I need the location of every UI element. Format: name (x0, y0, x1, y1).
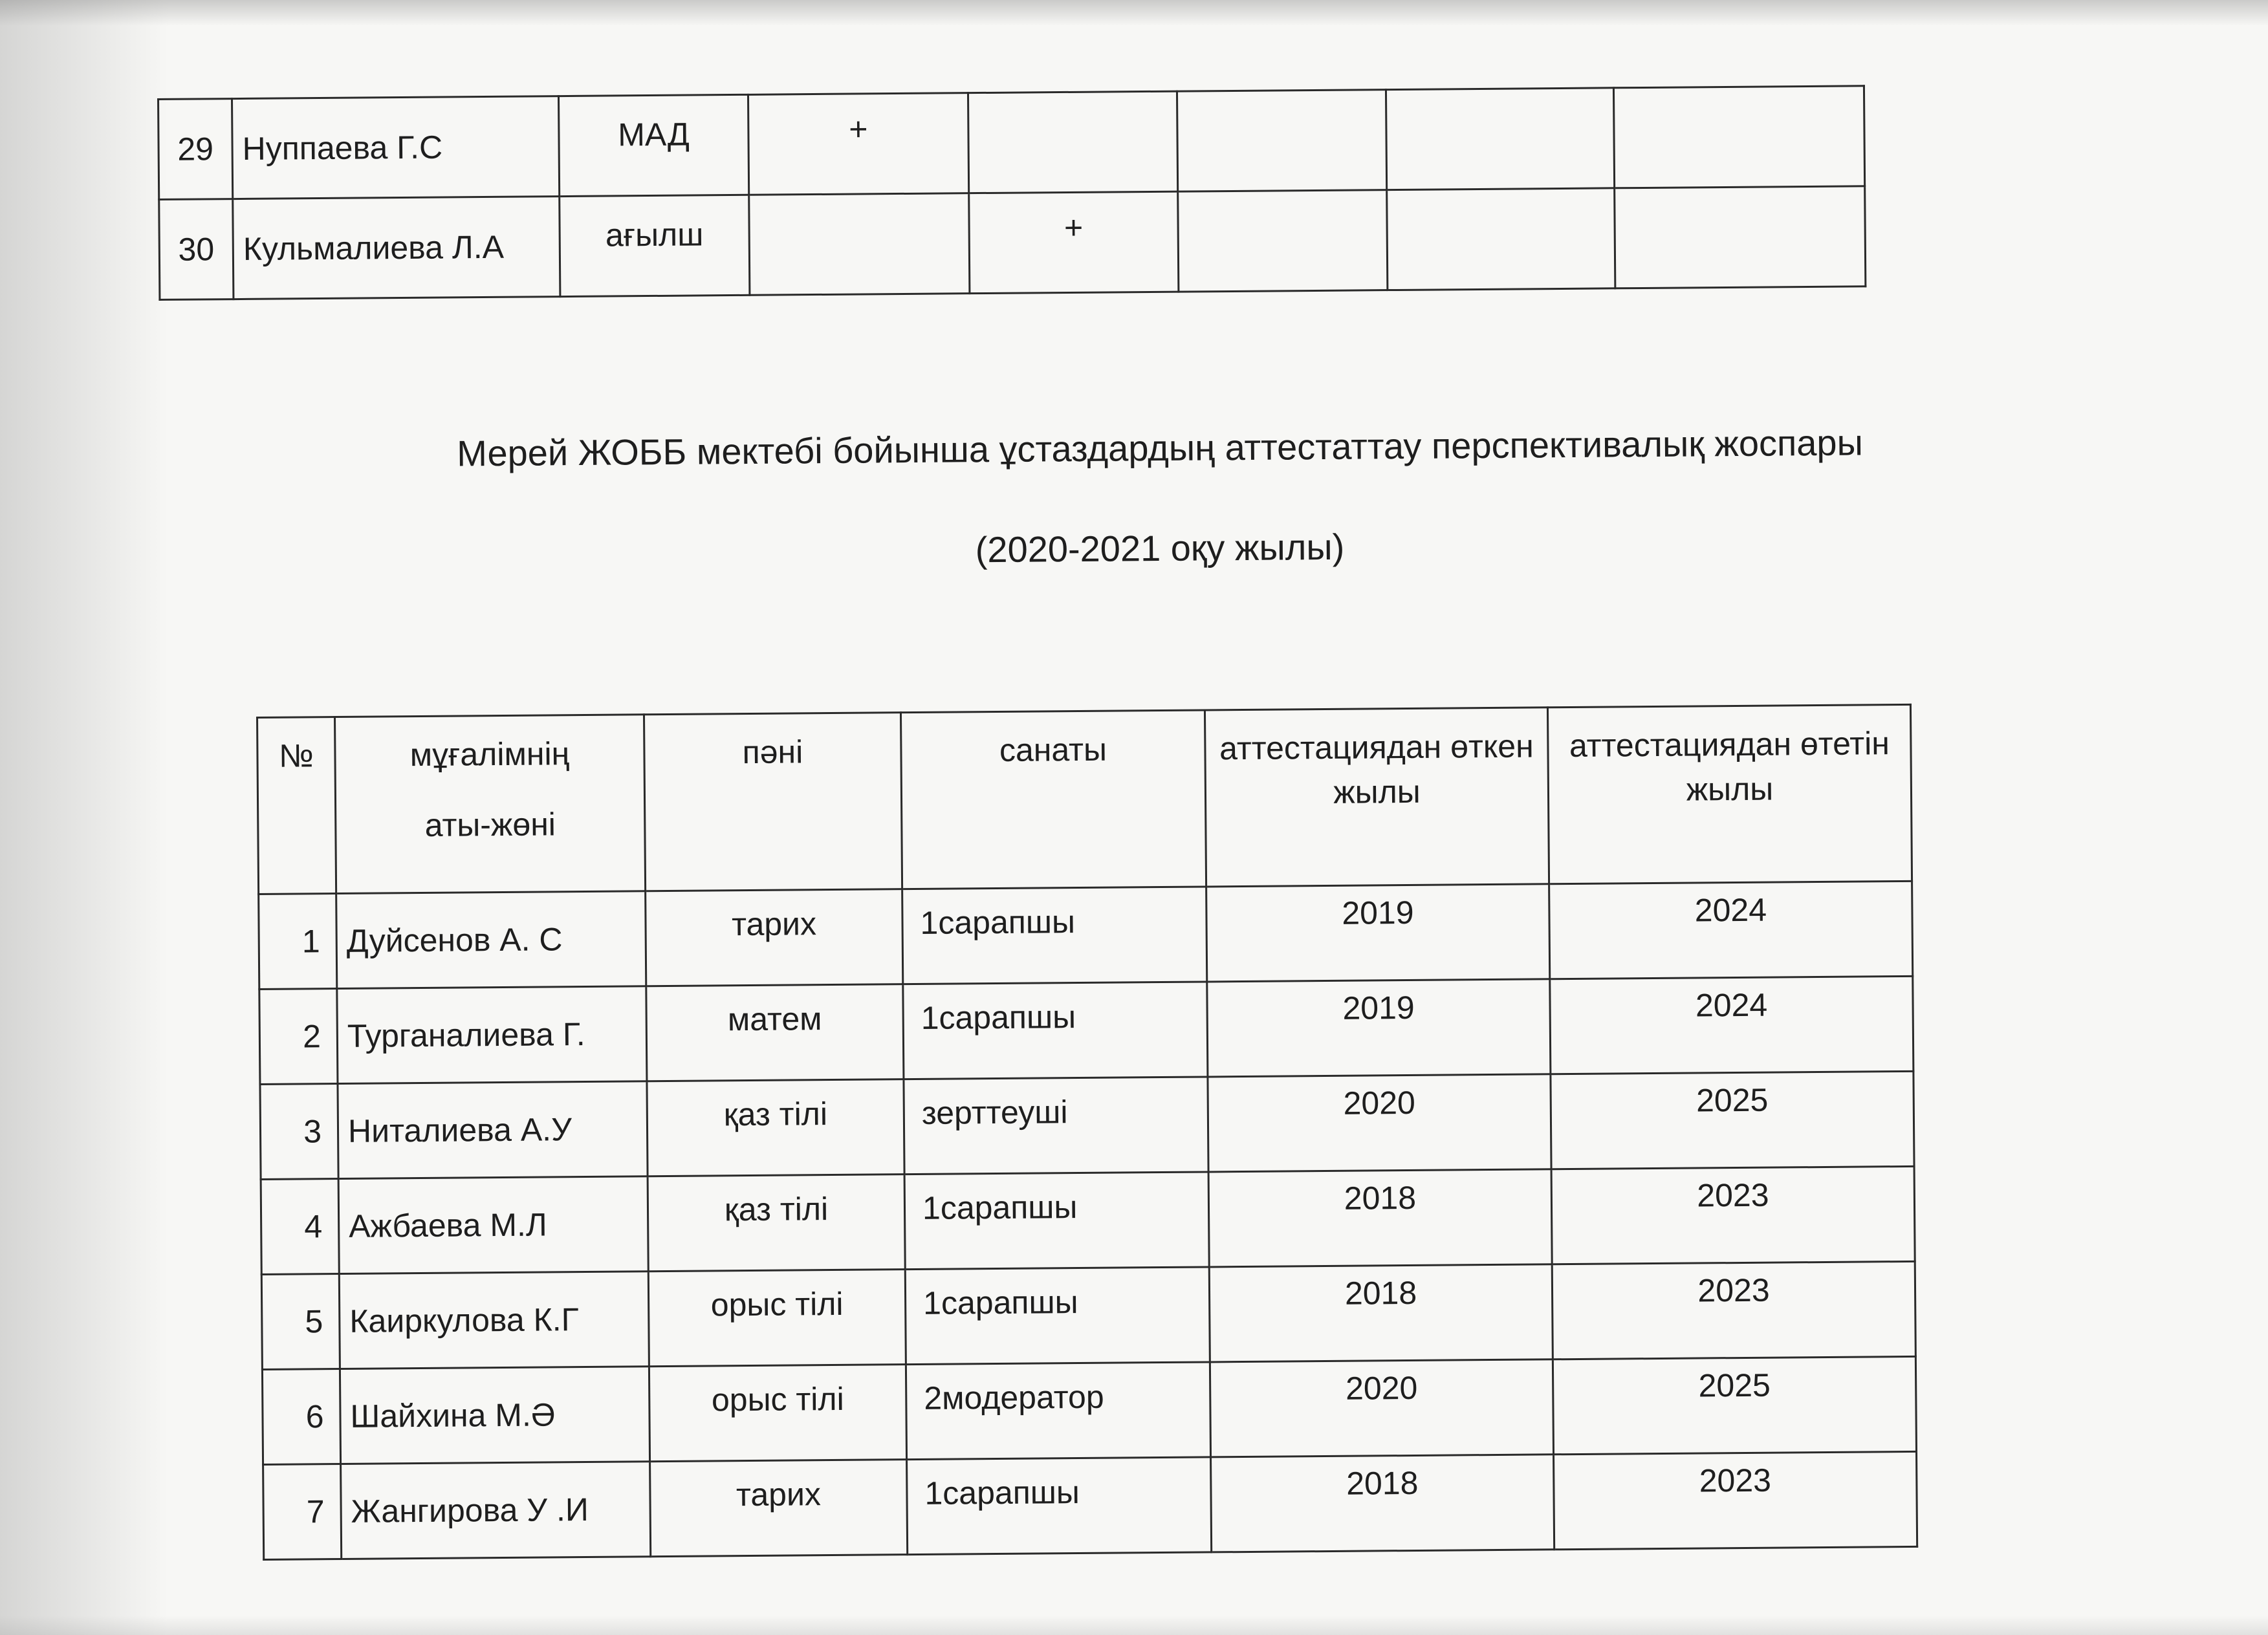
attestation-plan-table (256, 704, 1918, 1561)
next-year: 2024 (1549, 881, 1913, 979)
next-year: 2025 (1553, 1356, 1916, 1454)
subject: қаз тілі (647, 1079, 904, 1176)
mark-cell: + (748, 93, 968, 195)
table-header-row (257, 704, 1912, 894)
mark-cell (968, 91, 1177, 193)
teacher-name: Турганалиева Г. (337, 986, 647, 1084)
category: 1сарапшы (905, 1267, 1210, 1365)
subject: орыс тілі (648, 1270, 906, 1367)
teacher-name: Ажбаева М.Л (338, 1176, 648, 1274)
passed-year: 2019 (1206, 884, 1550, 982)
subject: тарих (646, 889, 903, 986)
category: 1сарапшы (903, 982, 1208, 1079)
passed-year: 2018 (1208, 1169, 1552, 1267)
table-row (261, 1261, 1915, 1369)
table-row (159, 186, 1866, 300)
header-number: № (257, 717, 336, 894)
row-number: 30 (159, 199, 234, 300)
row-number: 3 (260, 1084, 338, 1180)
teacher-name: Ниталиева А.У (338, 1081, 648, 1179)
mark-cell (1387, 188, 1615, 290)
row-number: 4 (261, 1179, 339, 1275)
subject: МАД (558, 94, 748, 196)
header-passed-year: аттестациядан өткен жылы (1205, 708, 1549, 887)
row-number: 1 (259, 894, 337, 990)
mark-cell (1615, 186, 1866, 288)
next-year: 2025 (1551, 1071, 1914, 1169)
table-row (263, 1451, 1917, 1559)
passed-year: 2020 (1210, 1359, 1553, 1457)
header-subject: пәні (644, 713, 902, 891)
category: зерттеуші (904, 1077, 1208, 1175)
document-subtitle: (2020-2021 оқу жылы) (975, 526, 1345, 570)
scan-shadow-left (0, 0, 168, 1635)
header-teacher-name (335, 715, 646, 894)
teacher-name: Жангирова У .И (341, 1462, 651, 1559)
scan-shadow-top (0, 0, 2268, 26)
table-row (261, 1166, 1915, 1274)
mark-cell (749, 193, 970, 296)
header-next-year: аттестациядан өтетін жылы (1547, 704, 1912, 883)
next-year: 2024 (1550, 976, 1914, 1074)
subject: матем (646, 984, 904, 1081)
passed-year: 2020 (1208, 1074, 1551, 1172)
teacher-name: Шайхина М.Ә (340, 1367, 649, 1464)
passed-year: 2018 (1209, 1264, 1553, 1362)
category: 2модератор (906, 1362, 1210, 1460)
scan-shadow-bottom (0, 1616, 2268, 1635)
continuation-table (157, 85, 1866, 301)
teacher-name: Дуйсенов А. С (336, 891, 646, 989)
row-number: 7 (263, 1464, 342, 1560)
category: 1сарапшы (904, 1172, 1209, 1270)
teacher-name: Нуппаева Г.С (232, 96, 560, 199)
table-row (158, 86, 1865, 200)
table-row (262, 1356, 1916, 1464)
header-teacher-name-line1: мұғалімнің (409, 735, 570, 774)
mark-cell (1178, 190, 1388, 292)
subject: ағылш (560, 195, 750, 296)
table-row (259, 881, 1913, 989)
category: 1сарапшы (907, 1457, 1212, 1555)
row-number: 2 (259, 989, 338, 1085)
table-row (260, 1071, 1914, 1179)
header-category: санаты (900, 710, 1206, 889)
next-year: 2023 (1551, 1166, 1915, 1264)
header-teacher-name-line2: аты-жөні (424, 806, 556, 843)
teacher-name: Каиркулова К.Г (339, 1272, 649, 1369)
row-number: 6 (262, 1369, 340, 1465)
mark-cell: + (969, 191, 1179, 294)
passed-year: 2018 (1211, 1455, 1554, 1552)
mark-cell (1386, 88, 1614, 190)
teacher-name: Кульмалиева Л.А (233, 197, 560, 299)
mark-cell (1613, 86, 1864, 188)
subject: тарих (650, 1460, 908, 1557)
subject: орыс тілі (649, 1365, 906, 1462)
subject: қаз тілі (648, 1175, 905, 1272)
row-number: 29 (158, 99, 233, 200)
next-year: 2023 (1552, 1261, 1915, 1359)
category: 1сарапшы (902, 887, 1207, 984)
mark-cell (1177, 90, 1386, 192)
row-number: 5 (261, 1274, 340, 1370)
passed-year: 2019 (1207, 979, 1551, 1077)
table-row (259, 976, 1914, 1084)
document-title: Мерей ЖОББ мектебі бойынша ұстаздардың аттестаттау перспективалық жоспары (456, 422, 1864, 474)
next-year: 2023 (1554, 1451, 1917, 1549)
